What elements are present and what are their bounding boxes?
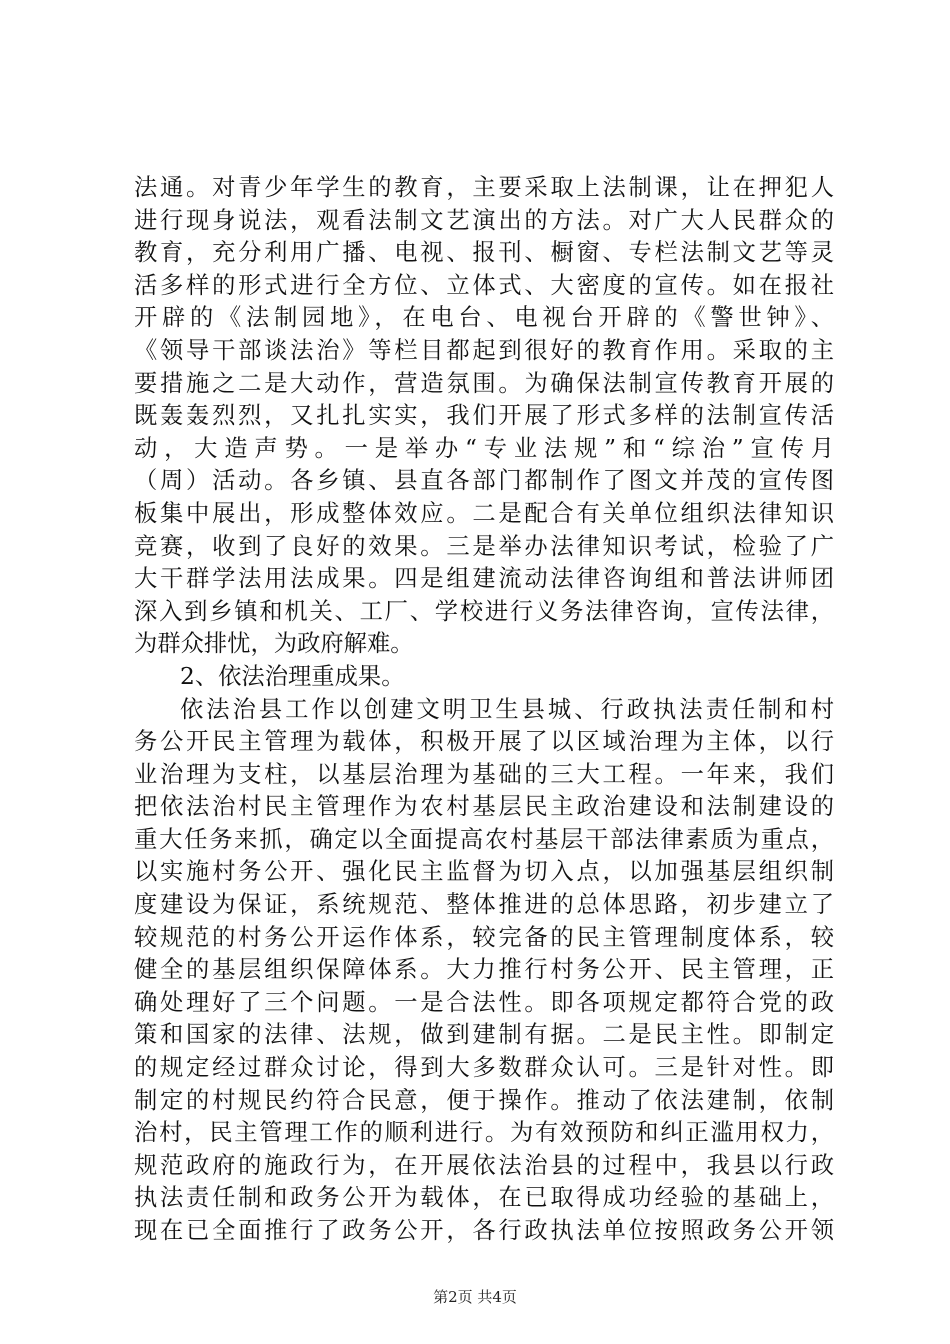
paragraph-line: 现在已全面推行了政务公开，各行政执法单位按照政务公开领 <box>134 1217 834 1244</box>
paragraph-line: 治村，民主管理工作的顺利进行。为有效预防和纠正滥用权力， <box>134 1119 834 1147</box>
paragraph-line: （周）活动。各乡镇、县直各部门都制作了图文并茂的宣传图 <box>134 467 834 495</box>
paragraph-line: 进行现身说法，观看法制文艺演出的方法。对广大人民群众的 <box>134 206 834 234</box>
paragraph-line: 重大任务来抓，确定以全面提高农村基层干部法律素质为重点， <box>134 825 834 853</box>
document-body <box>134 172 834 1248</box>
paragraph-line: 动，大造声势。一是举办“专业法规”和“综治”宣传月 <box>134 434 834 462</box>
paragraph-line: 依法治县工作以创建文明卫生县城、行政执法责任制和村 <box>180 695 834 723</box>
paragraph-line: 把依法治村民主管理作为农村基层民主政治建设和法制建设的 <box>134 793 834 821</box>
paragraph-line: 活多样的形式进行全方位、立体式、大密度的宣传。如在报社 <box>134 271 834 299</box>
paragraph-line: 确处理好了三个问题。一是合法性。即各项规定都符合党的政 <box>134 988 834 1016</box>
paragraph-line: 竞赛，收到了良好的效果。三是举办法律知识考试，检验了广 <box>134 532 834 560</box>
paragraph-line: 开辟的《法制园地》，在电台、电视台开辟的《警世钟》、 <box>134 304 834 332</box>
paragraph-line: 较规范的村务公开运作体系，较完备的民主管理制度体系，较 <box>134 923 834 951</box>
section-heading: 2、依法治理重成果。 <box>180 662 405 690</box>
paragraph-line: 以实施村务公开、强化民主监督为切入点，以加强基层组织制 <box>134 858 834 886</box>
paragraph-line: 执法责任制和政务公开为载体，在已取得成功经验的基础上， <box>134 1184 834 1212</box>
paragraph-line: 既轰轰烈烈，又扎扎实实，我们开展了形式多样的法制宣传活 <box>134 402 834 430</box>
paragraph-line: 《领导干部谈法治》等栏目都起到很好的教育作用。采取的主 <box>134 336 834 364</box>
paragraph-line: 的规定经过群众讨论，得到大多数群众认可。三是针对性。即 <box>134 1054 834 1082</box>
paragraph-line: 业治理为支柱，以基层治理为基础的三大工程。一年来，我们 <box>134 760 834 788</box>
paragraph-line: 为群众排忧，为政府解难。 <box>134 630 414 658</box>
paragraph-line: 大干群学法用法成果。四是组建流动法律咨询组和普法讲师团 <box>134 565 834 593</box>
paragraph-line: 务公开民主管理为载体，积极开展了以区域治理为主体，以行 <box>134 728 834 756</box>
paragraph-line: 制定的村规民约符合民意，便于操作。推动了依法建制，依制 <box>134 1086 834 1114</box>
paragraph-line: 深入到乡镇和机关、工厂、学校进行义务法律咨询，宣传法律， <box>134 597 834 625</box>
paragraph-line: 要措施之二是大动作，营造氛围。为确保法制宣传教育开展的 <box>134 369 834 397</box>
paragraph-line: 度建设为保证，系统规范、整体推进的总体思路，初步建立了 <box>134 891 834 919</box>
paragraph-line: 法通。对青少年学生的教育，主要采取上法制课，让在押犯人 <box>134 174 834 201</box>
paragraph-line: 板集中展出，形成整体效应。二是配合有关单位组织法律知识 <box>134 499 834 527</box>
paragraph-line: 规范政府的施政行为，在开展依法治县的过程中，我县以行政 <box>134 1151 834 1179</box>
paragraph-line: 策和国家的法律、法规，做到建制有据。二是民主性。即制定 <box>134 1021 834 1049</box>
paragraph-line: 教育，充分利用广播、电视、报刊、橱窗、专栏法制文艺等灵 <box>134 239 834 267</box>
page-number-footer: 第2页 共4页 <box>433 1288 517 1306</box>
paragraph-line: 健全的基层组织保障体系。大力推行村务公开、民主管理，正 <box>134 956 834 984</box>
